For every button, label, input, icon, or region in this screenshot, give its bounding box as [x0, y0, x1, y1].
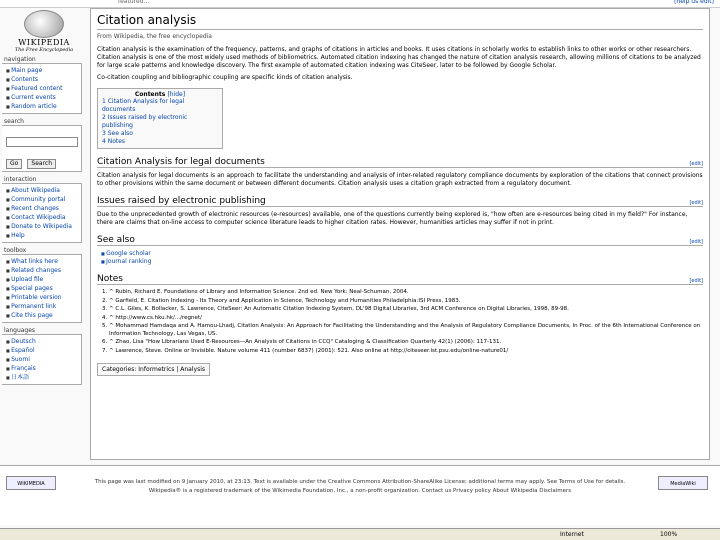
globe-icon: [24, 10, 64, 38]
note-item: 6. ^ Zhao, Lisa "How Librarians Used E-Resources—An Analysis of Citations in CCQ" Cataloging & Classification Quarterly 42(1) (2006): 117-131.: [109, 339, 703, 347]
section-heading: [97, 235, 703, 246]
sidebar: [0, 56, 90, 389]
toolbox-heading: toolbox: [4, 247, 27, 254]
page-subtitle: From Wikipedia, the free encyclopedia: [97, 33, 212, 40]
note-item: 3. ^ C.L. Giles, K. Bollacker, S. Lawrence, CiteSeer: An Automatic Citation Indexing System, DL'98 Digital Libraries, 3rd ACM Conference on Digital Libraries, 1998, 89-98.: [109, 306, 703, 314]
interaction-heading: interaction: [4, 176, 37, 183]
zoom-level[interactable]: 100%: [660, 531, 678, 538]
note-item: 1. ^ Rubin, Richard E. Foundations of Library and Information Science. 2nd ed. New York: Neal-Schuman, 2004.: [109, 289, 703, 297]
toc-title: Contents: [134, 91, 166, 98]
wikimedia-logo[interactable]: WIKIMEDIA: [6, 476, 56, 490]
footer-text: [70, 478, 650, 496]
table-of-contents: [97, 88, 223, 149]
toolbox-item[interactable]: ■ Permanent link: [6, 302, 79, 311]
language-item[interactable]: ■ Deutsch: [6, 337, 79, 346]
help-link[interactable]: [help us edit]: [674, 0, 714, 5]
notes-list: [109, 289, 703, 355]
note-item: 7. ^ Lawrence, Steve. Online or Invisible. Nature volume 411 (number 6837) (2001): 521. Also online at http://citeseer.ist.psu.edu/online-nature01/: [109, 348, 703, 356]
interaction-item[interactable]: ■ Community portal: [6, 195, 79, 204]
languages-list: [2, 334, 82, 385]
see-also-link[interactable]: ■ Journal ranking: [101, 258, 703, 266]
nav-item[interactable]: ■ Random article: [6, 102, 79, 111]
language-item[interactable]: ■ Français: [6, 364, 79, 373]
footer: [0, 465, 720, 525]
mediawiki-logo[interactable]: MediaWiki: [658, 476, 708, 490]
see-also-list: [97, 250, 703, 266]
search-input[interactable]: [6, 137, 78, 147]
go-button[interactable]: Go: [6, 159, 22, 169]
footer-line: Wikipedia® is a registered trademark of the Wikimedia Foundation, Inc., a non-profit organization. Contact us Privacy policy About Wikipedia Disclaimers: [148, 488, 572, 494]
toolbox-item[interactable]: ■ Related changes: [6, 266, 79, 275]
edit-link[interactable]: [edit]: [689, 278, 703, 284]
toolbox-item[interactable]: ■ Cite this page: [6, 311, 79, 320]
section-heading: [97, 274, 703, 285]
nav-heading: navigation: [4, 56, 36, 63]
languages-heading: languages: [4, 327, 36, 334]
language-item[interactable]: ■ 日本語: [6, 373, 79, 382]
toc-item[interactable]: 3 See also: [102, 130, 133, 137]
language-item[interactable]: ■ Suomi: [6, 355, 79, 364]
intro-paragraph-2: Co-citation coupling and bibliographic coupling are specific kinds of citation analysis.: [97, 74, 353, 81]
interaction-item[interactable]: ■ Contact Wikipedia: [6, 213, 79, 222]
edit-link[interactable]: [edit]: [689, 239, 703, 245]
section-paragraph: Due to the unprecedented growth of electronic resources (e-resources) available, one of the questions currently being explored is, "how often are e-resources being cited in my field?" For instance, there are claims that on-line access to computer science literature leads to higher citation rates. However, humanities articles may suffer if not in print.: [97, 211, 688, 226]
categories-box[interactable]: Categories: Informetrics | Analysis: [97, 363, 210, 376]
top-banner: [0, 0, 720, 8]
wikipedia-logo[interactable]: [4, 10, 84, 54]
toc-item[interactable]: 2 Issues raised by electronic publishing: [102, 114, 188, 129]
logo-wordmark: WIKIPEDIA: [18, 38, 70, 47]
nav-item[interactable]: ■ Featured content: [6, 84, 79, 93]
toolbox-item[interactable]: ■ Printable version: [6, 293, 79, 302]
toc-item[interactable]: 1 Citation Analysis for legal documents: [102, 98, 185, 113]
edit-link[interactable]: [edit]: [689, 161, 703, 167]
toolbox-item[interactable]: ■ What links here: [6, 257, 79, 266]
search-heading: search: [4, 118, 24, 125]
interaction-item[interactable]: ■ Donate to Wikipedia: [6, 222, 79, 231]
zone-indicator: Internet: [560, 531, 584, 538]
page-title: Citation analysis: [97, 13, 703, 30]
section-title: Citation Analysis for legal documents: [97, 157, 265, 167]
nav-list: [2, 63, 82, 114]
note-item: 4. ^ http://www.cs.hku.hk/.../regnet/: [109, 315, 703, 323]
interaction-item[interactable]: ■ About Wikipedia: [6, 186, 79, 195]
section-paragraph: Citation analysis for legal documents is an approach to facilitate the understanding and analysis of inter-related regulatory compliance documents by exploration of the citations that connect provisions to other provisions within the same document or between different documents. Citation analysis uses a citation graph extracted from a regulatory document.: [97, 172, 703, 187]
nav-item[interactable]: ■ Contents: [6, 75, 79, 84]
note-item: 2. ^ Garfield, E. Citation Indexing - Its Theory and Application in Science, Technology and Humanities Philadelphia:ISI Press, 1983.: [109, 298, 703, 306]
toolbox-item[interactable]: ■ Special pages: [6, 284, 79, 293]
interaction-item[interactable]: ■ Recent changes: [6, 204, 79, 213]
toolbox-list: [2, 254, 82, 323]
note-item: 5. ^ Mohammad Hamdaqa and A. Hamou-Lhadj, Citation Analysis: An Approach for Facilitating the Understanding and the Analysis of Regulatory Compliance Documents, In Proc. of the 6th International Conference on Information Technology, Las Vegas, US.: [109, 323, 703, 338]
browser-status-bar: [0, 528, 720, 540]
language-item[interactable]: ■ Español: [6, 346, 79, 355]
section-title: Notes: [97, 274, 123, 284]
search-button[interactable]: Search: [27, 159, 56, 169]
intro-paragraph: Citation analysis is the examination of the frequency, patterns, and graphs of citations in articles and books. It uses citations in scholarly works to establish links to other works or other researchers. Citation analysis is one of the most widely used methods of bibliometrics. Automated citation indexing has changed the nature of citation analysis research, allowing millions of citations to be analyzed for large scale patterns and knowledge discovery. The first example of automated citation indexing was CiteSeer, later to be followed by Google Scholar.: [97, 46, 701, 69]
see-also-link[interactable]: ■ Google scholar: [101, 250, 703, 258]
search-box: [2, 125, 82, 172]
toc-item[interactable]: 4 Notes: [102, 138, 126, 145]
article-content: [90, 8, 710, 460]
section-title: Issues raised by electronic publishing: [97, 196, 266, 206]
interaction-item[interactable]: ■ Help: [6, 231, 79, 240]
top-banner-text: featured...: [118, 0, 150, 5]
nav-item[interactable]: ■ Main page: [6, 66, 79, 75]
section-title: See also: [97, 235, 135, 245]
section-heading: [97, 157, 703, 168]
edit-link[interactable]: [edit]: [689, 200, 703, 206]
interaction-list: [2, 183, 82, 243]
nav-item[interactable]: ■ Current events: [6, 93, 79, 102]
footer-line: This page was last modified on 9 January 2010, at 23:13. Text is available under the Creative Commons Attribution-ShareAlike License; additional terms may apply. See Terms of Use for details.: [94, 479, 626, 485]
toolbox-item[interactable]: ■ Upload file: [6, 275, 79, 284]
section-heading: [97, 196, 703, 207]
logo-tagline: The Free Encyclopedia: [14, 47, 74, 53]
toc-hide-link[interactable]: [hide]: [167, 91, 186, 98]
